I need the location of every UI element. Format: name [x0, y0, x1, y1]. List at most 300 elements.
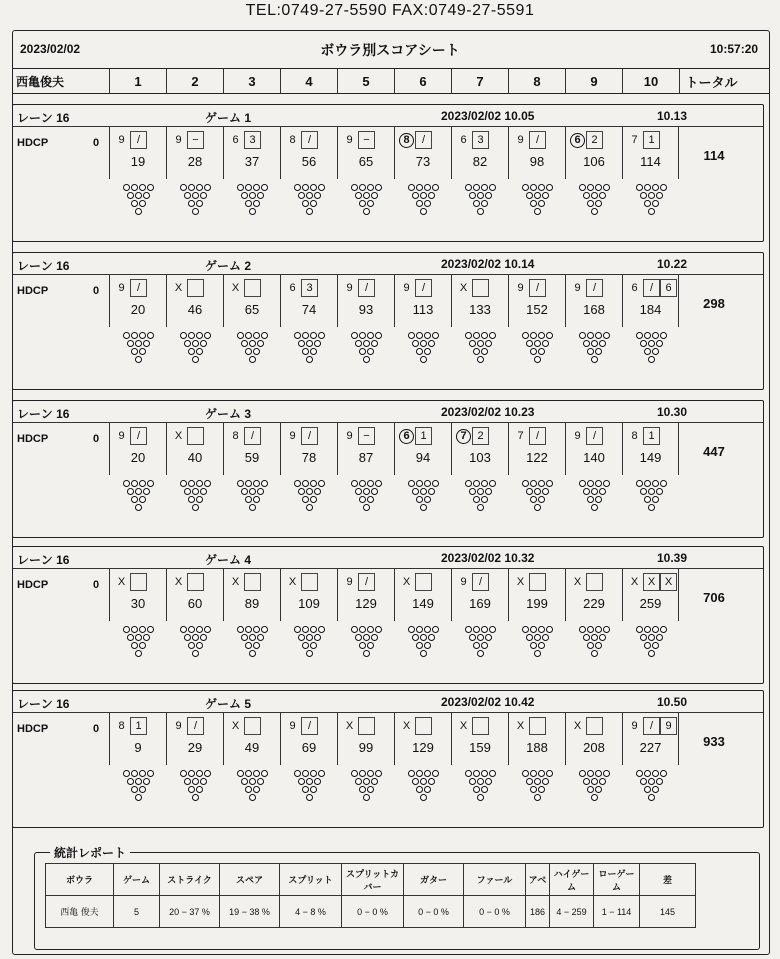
pin-icon: [306, 778, 313, 785]
stats-label: 統計レポート: [50, 844, 130, 861]
roll-box: [626, 427, 643, 445]
pin-row: [294, 480, 325, 487]
pin-icon: [135, 356, 142, 363]
roll-value: X: [459, 720, 468, 732]
roll-value: 1: [648, 430, 655, 442]
frame-cell: [394, 275, 451, 327]
pin-icon: [375, 184, 382, 191]
roll-box: [660, 573, 677, 591]
hdcp-label: HDCP: [17, 285, 49, 297]
frame-cell: [223, 423, 280, 475]
pin-icon: [583, 340, 590, 347]
pin-row: [298, 778, 321, 785]
pin-icon: [143, 488, 150, 495]
stats-data-cell: 0 − 0 %: [342, 896, 404, 928]
frame-rolls: [626, 279, 677, 297]
pin-row: [188, 642, 203, 649]
frame-score: 9: [134, 740, 142, 755]
pin-row: [534, 794, 541, 801]
pin-icon: [648, 356, 655, 363]
pin-icon: [534, 208, 541, 215]
pin-icon: [355, 488, 362, 495]
pin-icon: [139, 786, 146, 793]
roll-box: [170, 279, 187, 297]
pin-icon: [644, 348, 651, 355]
roll-value: 9: [665, 720, 672, 732]
pin-icon: [648, 340, 655, 347]
pin-icon: [538, 770, 545, 777]
pin-row: [180, 770, 211, 777]
pin-icon: [204, 770, 211, 777]
frame-col-4: 4: [281, 69, 338, 93]
pin-row: [534, 356, 541, 363]
pin-icon: [644, 496, 651, 503]
roll-value: X: [630, 576, 639, 588]
pin-row: [579, 184, 610, 191]
frame-rolls: [170, 427, 204, 445]
pin-row: [135, 504, 142, 511]
pin-row: [640, 488, 663, 495]
pin-icon: [644, 480, 651, 487]
pin-row: [192, 504, 199, 511]
pin-icon: [485, 488, 492, 495]
pin-icon: [359, 770, 366, 777]
pin-row: [591, 650, 598, 657]
pin-icon: [530, 480, 537, 487]
pin-icon: [196, 332, 203, 339]
pin-icon: [241, 778, 248, 785]
pin-icon: [310, 626, 317, 633]
stats-data-cell: 20 − 37 %: [160, 896, 220, 928]
pin-icon: [485, 778, 492, 785]
stats-header-cell: ガター: [404, 864, 464, 896]
pin-icon: [644, 642, 651, 649]
pin-icon: [481, 200, 488, 207]
stats-section: [12, 830, 770, 955]
frame-rolls: [398, 279, 432, 297]
pin-row: [477, 794, 484, 801]
roll-box: [569, 131, 586, 149]
roll-box: [227, 131, 244, 149]
roll-value: /: [364, 576, 369, 588]
pin-icon: [599, 634, 606, 641]
pin-icon: [135, 340, 142, 347]
pin-icon: [310, 480, 317, 487]
pin-icon: [135, 778, 142, 785]
pin-icon: [200, 340, 207, 347]
pin-icon: [249, 356, 256, 363]
pin-row: [245, 200, 260, 207]
pin-icon: [261, 626, 268, 633]
pin-icon: [249, 208, 256, 215]
pin-row: [188, 786, 203, 793]
hdcp-label: HDCP: [17, 723, 49, 735]
pin-row: [127, 778, 150, 785]
pin-icon: [640, 634, 647, 641]
frame-cell: [394, 127, 451, 179]
game-header: [13, 401, 763, 423]
pin-row: [180, 184, 211, 191]
pin-icon: [587, 626, 594, 633]
pin-icon: [298, 778, 305, 785]
stats-data-cell: 145: [640, 896, 696, 928]
roll-value: 2: [591, 134, 598, 146]
frame-rolls: [341, 427, 375, 445]
pin-icon: [253, 626, 260, 633]
frame-cell: [166, 569, 223, 621]
pin-icon: [318, 332, 325, 339]
pin-row: [522, 770, 553, 777]
pin-row: [184, 340, 207, 347]
roll-value: /: [592, 430, 597, 442]
pin-icon: [306, 794, 313, 801]
pin-icon: [660, 184, 667, 191]
roll-box: [398, 573, 415, 591]
frame-rolls: [341, 573, 375, 591]
pin-icon: [359, 786, 366, 793]
pin-diagram: [294, 184, 325, 215]
pin-icon: [310, 184, 317, 191]
pin-icon: [196, 496, 203, 503]
pin-icon: [294, 626, 301, 633]
pin-icon: [351, 626, 358, 633]
pin-icon: [522, 480, 529, 487]
roll-box: [301, 427, 318, 445]
pin-icon: [424, 496, 431, 503]
frame-col-8: 8: [509, 69, 566, 93]
pin-icon: [477, 778, 484, 785]
roll-box: [341, 131, 358, 149]
pin-icon: [538, 786, 545, 793]
pin-row: [127, 634, 150, 641]
roll-box: [113, 427, 130, 445]
pin-icon: [432, 332, 439, 339]
pin-icon: [306, 488, 313, 495]
frame-rolls: [569, 279, 603, 297]
pin-row: [302, 642, 317, 649]
frame-rolls: [113, 573, 147, 591]
pin-icon: [656, 634, 663, 641]
frame-cell: [394, 569, 451, 621]
pin-icon: [192, 340, 199, 347]
pin-icon: [420, 356, 427, 363]
stats-data-cell: 186: [526, 896, 550, 928]
pin-icon: [424, 200, 431, 207]
bowler-name: 西亀俊夫: [12, 69, 110, 93]
pin-row: [465, 770, 496, 777]
pin-icon: [469, 778, 476, 785]
roll-box: [472, 131, 489, 149]
pin-icon: [253, 184, 260, 191]
pin-row: [526, 340, 549, 347]
roll-box: [472, 279, 489, 297]
pin-row: [579, 626, 610, 633]
pin-icon: [542, 778, 549, 785]
pin-row: [127, 340, 150, 347]
roll-box: [358, 427, 375, 445]
pin-row: [640, 634, 663, 641]
roll-box: [643, 427, 660, 445]
pin-diagram: [465, 626, 496, 657]
pin-icon: [306, 634, 313, 641]
roll-value: /: [250, 430, 255, 442]
pin-icon: [363, 778, 370, 785]
pin-icon: [534, 634, 541, 641]
pin-icon: [652, 496, 659, 503]
pin-icon: [237, 332, 244, 339]
pin-row: [416, 200, 431, 207]
roll-box: [130, 131, 147, 149]
pin-icon: [595, 184, 602, 191]
pin-icon: [375, 770, 382, 777]
pin-icon: [542, 488, 549, 495]
pin-icon: [428, 634, 435, 641]
roll-value: 8: [399, 133, 414, 148]
pin-icon: [546, 184, 553, 191]
pin-icon: [302, 642, 309, 649]
hdcp-value: 0: [93, 579, 100, 591]
game-block: [12, 104, 764, 242]
frame-rolls: [341, 131, 375, 149]
pin-row: [636, 770, 667, 777]
pin-icon: [192, 208, 199, 215]
roll-value: 1: [420, 430, 427, 442]
frame-cell: [337, 423, 394, 475]
pin-icon: [131, 480, 138, 487]
pin-row: [184, 634, 207, 641]
pin-diagram: [465, 480, 496, 511]
roll-box: [398, 131, 415, 149]
pin-icon: [432, 480, 439, 487]
roll-box: [187, 573, 204, 591]
pin-icon: [424, 332, 431, 339]
game-block: [12, 400, 764, 538]
pin-icon: [237, 770, 244, 777]
roll-box: [626, 131, 643, 149]
pin-diagram: [579, 480, 610, 511]
pin-icon: [359, 496, 366, 503]
frame-rolls: [626, 573, 677, 591]
pin-row: [180, 332, 211, 339]
roll-box: [643, 279, 660, 297]
pin-diagram: [465, 184, 496, 215]
hdcp-value: 0: [93, 433, 100, 445]
pin-icon: [245, 200, 252, 207]
pin-icon: [188, 496, 195, 503]
stats-data-cell: 19 − 38 %: [220, 896, 280, 928]
frame-col-2: 2: [167, 69, 224, 93]
pin-icon: [351, 184, 358, 191]
frame-rolls: [512, 573, 546, 591]
pin-icon: [302, 770, 309, 777]
stats-header-cell: ファール: [464, 864, 526, 896]
pin-icon: [200, 778, 207, 785]
pin-row: [245, 348, 260, 355]
frame-score: 74: [301, 302, 317, 317]
frame-score: 133: [469, 302, 491, 317]
roll-value: X: [174, 430, 183, 442]
tel-fax-line: TEL:0749-27-5590 FAX:0749-27-5591: [245, 2, 535, 19]
pin-diagram: [522, 332, 553, 363]
pin-row: [473, 786, 488, 793]
pin-diagram: [636, 332, 667, 363]
pin-diagram: [237, 480, 268, 511]
frame-rolls: [512, 427, 546, 445]
pin-icon: [473, 348, 480, 355]
pin-icon: [473, 480, 480, 487]
pin-row: [591, 504, 598, 511]
frame-rolls: [512, 131, 546, 149]
pin-icon: [481, 496, 488, 503]
roll-value: 3: [249, 134, 256, 146]
pin-row: [298, 192, 321, 199]
pin-icon: [249, 340, 256, 347]
roll-box: [130, 717, 147, 735]
pin-icon: [477, 192, 484, 199]
roll-value: 7: [456, 429, 471, 444]
pin-icon: [583, 634, 590, 641]
roll-value: 2: [477, 430, 484, 442]
roll-box: [586, 717, 603, 735]
pin-row: [408, 480, 439, 487]
roll-box: [569, 717, 586, 735]
pin-icon: [599, 340, 606, 347]
pin-row: [583, 488, 606, 495]
pin-row: [245, 496, 260, 503]
pin-row: [473, 348, 488, 355]
roll-value: 3: [306, 282, 313, 294]
roll-box: [301, 573, 318, 591]
pin-row: [636, 184, 667, 191]
frame-score: 169: [469, 596, 491, 611]
pin-row: [123, 184, 154, 191]
pin-icon: [180, 770, 187, 777]
frame-cell: [223, 713, 280, 765]
frame-col-10: 10: [623, 69, 680, 93]
roll-value: 9: [460, 576, 467, 588]
hdcp-value: 0: [93, 285, 100, 297]
pin-icon: [147, 626, 154, 633]
pin-icon: [241, 192, 248, 199]
pin-icon: [261, 770, 268, 777]
pin-row: [131, 786, 146, 793]
pin-diagram: [123, 480, 154, 511]
pin-icon: [196, 480, 203, 487]
pin-icon: [420, 650, 427, 657]
frame-score: 122: [526, 450, 548, 465]
pin-icon: [359, 200, 366, 207]
pin-icon: [469, 488, 476, 495]
pin-row: [184, 488, 207, 495]
roll-value: 9: [118, 282, 125, 294]
pin-icon: [477, 504, 484, 511]
frame-cell: [109, 423, 166, 475]
pin-row: [188, 348, 203, 355]
pin-icon: [249, 650, 256, 657]
pin-row: [530, 496, 545, 503]
pin-row: [249, 504, 256, 511]
roll-value: −: [363, 430, 370, 442]
pin-icon: [481, 626, 488, 633]
pin-row: [359, 786, 374, 793]
pin-icon: [200, 192, 207, 199]
pin-icon: [375, 626, 382, 633]
pin-icon: [644, 200, 651, 207]
pin-icon: [298, 340, 305, 347]
pin-row: [648, 208, 655, 215]
pin-icon: [359, 480, 366, 487]
pin-row: [180, 480, 211, 487]
pin-diagram: [123, 332, 154, 363]
pin-row: [237, 184, 268, 191]
pin-icon: [473, 496, 480, 503]
pin-icon: [196, 770, 203, 777]
pin-row: [363, 794, 370, 801]
pin-icon: [184, 634, 191, 641]
pin-icon: [192, 650, 199, 657]
pin-icon: [530, 200, 537, 207]
pin-icon: [131, 496, 138, 503]
frame-score: 78: [301, 450, 317, 465]
pin-icon: [587, 770, 594, 777]
roll-box: [586, 427, 603, 445]
pin-row: [306, 356, 313, 363]
pin-icon: [583, 192, 590, 199]
pin-row: [131, 642, 146, 649]
roll-box: [244, 717, 261, 735]
pin-row: [412, 778, 435, 785]
frame-score: 159: [469, 740, 491, 755]
pin-row: [648, 794, 655, 801]
pin-icon: [188, 332, 195, 339]
pin-icon: [546, 626, 553, 633]
pin-diagram: [180, 626, 211, 657]
page-title: ボウラ別スコアシート: [320, 42, 460, 58]
pin-row: [135, 208, 142, 215]
pin-row: [477, 504, 484, 511]
pin-icon: [123, 184, 130, 191]
pin-icon: [481, 642, 488, 649]
pin-icon: [306, 208, 313, 215]
pin-row: [583, 634, 606, 641]
pin-icon: [261, 480, 268, 487]
roll-box: [358, 131, 375, 149]
pin-icon: [310, 770, 317, 777]
pin-row: [249, 794, 256, 801]
pin-row: [644, 496, 659, 503]
pin-row: [237, 332, 268, 339]
pin-icon: [416, 332, 423, 339]
pin-icon: [188, 770, 195, 777]
frame-cell: [223, 275, 280, 327]
pin-icon: [139, 770, 146, 777]
frame-rolls: [455, 427, 489, 445]
pin-row: [355, 192, 378, 199]
roll-value: X: [117, 576, 126, 588]
pin-icon: [489, 626, 496, 633]
pin-row: [591, 356, 598, 363]
pin-icon: [599, 488, 606, 495]
pin-icon: [302, 332, 309, 339]
frame-score: 87: [358, 450, 374, 465]
frame-rolls: [455, 573, 489, 591]
frame-score: 199: [526, 596, 548, 611]
pin-icon: [204, 480, 211, 487]
pin-row: [579, 480, 610, 487]
frame-cell: [565, 713, 622, 765]
pin-icon: [587, 200, 594, 207]
pin-row: [526, 778, 549, 785]
